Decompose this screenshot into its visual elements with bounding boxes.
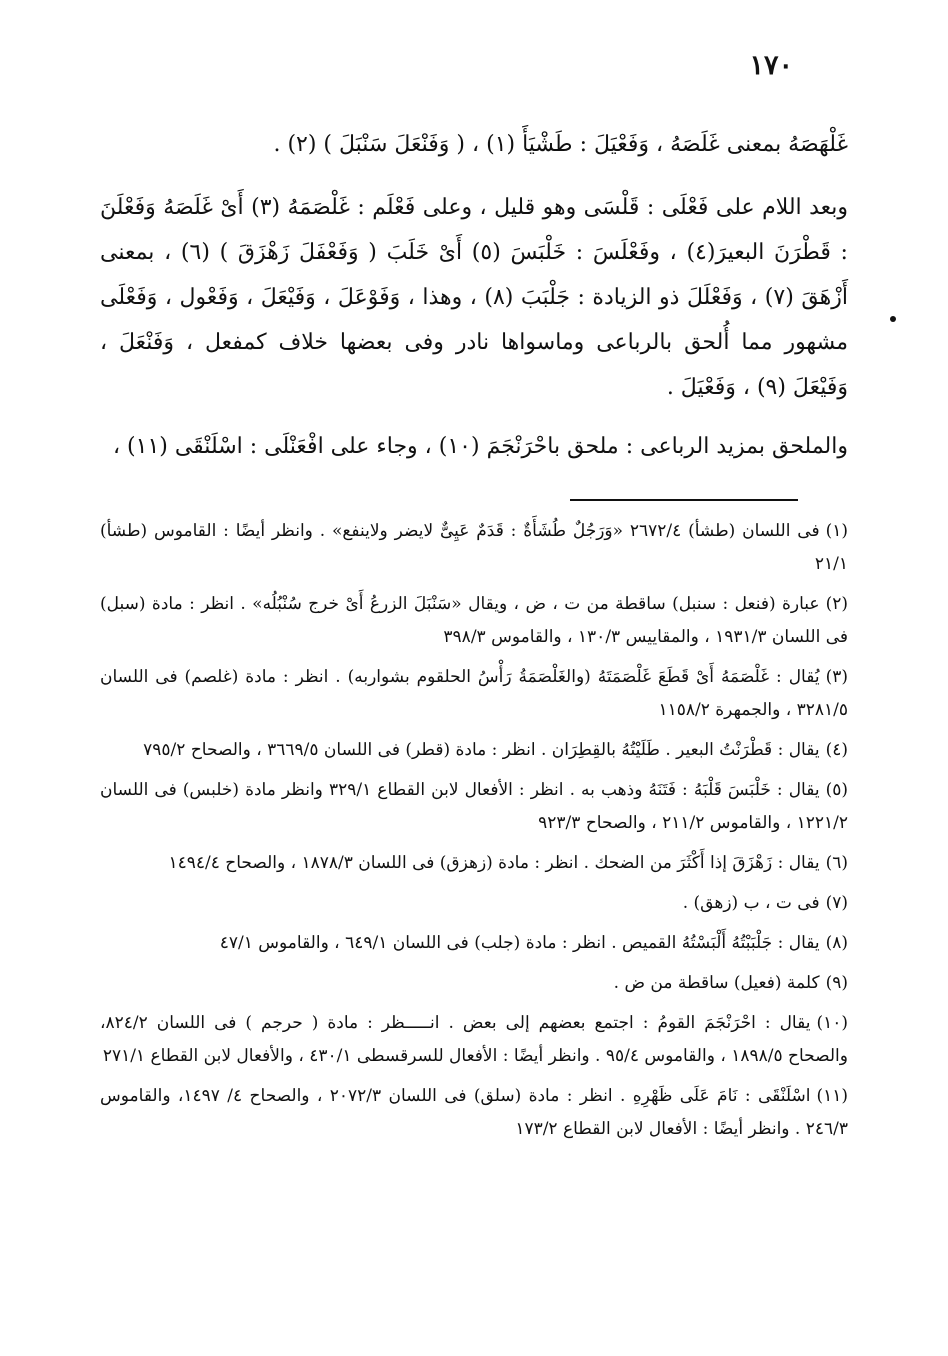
- footnote-number: (٢): [825, 594, 848, 614]
- footnote-1: [100, 515, 848, 581]
- footnote-number: (٩): [825, 973, 848, 993]
- footnote-number: (٧): [825, 893, 848, 913]
- page-number: ١٧٠: [749, 50, 793, 81]
- paragraph-1: غَلْهَصَهُ بمعنى غَلَصَهُ ، وَفَعْيَلَ : طَشْيَأَ (١) ، ( وَفَنْعَلَ سَنْبَلَ ) (٢) .: [273, 132, 848, 157]
- footnote-3: [100, 661, 848, 727]
- footnote-11: [100, 1080, 848, 1146]
- footnote-text: اسْلَنْقَى : نَامَ عَلَى ظَهْرِهِ . انظر : مادة (سلق) فى اللسان ٢٠٧٢/٣ ، والصحاح ٤/ ١٤٩٧، والقاموس ٢٤٦/٣ . وانظر أيضًا : الأفعال لابن القطاع ١٧٣/٢: [100, 1086, 848, 1139]
- footnote-number: (١١): [816, 1086, 848, 1106]
- footnote-text: عبارة (فنعل : سنبل) ساقطة من ت ، ض ، ويقال «سَنْبَلَ الزرعُ أَىْ خرج سُنْبُلُه» . انظر : مادة (سبل) فى اللسان ١٩٣١/٣ ، والمقاييس ١٣٠/٣ ، والقاموس ٣٩٨/٣: [100, 594, 848, 647]
- footnotes: [100, 515, 848, 1153]
- margin-dot: [890, 316, 896, 322]
- footnote-text: فى اللسان (طشأ) ٢٦٧٢/٤ «وَرَجُلٌ طُشَأَةٌ : قَدَمٌ عَيِىٌّ لايضر ولاينفع» . وانظر أيضًا : القاموس (طشأ) ٢١/١: [100, 521, 848, 574]
- footnote-text: يقال : خَلْبَسَ قَلْبَهُ : فَتَنَهُ وذهب به . انظر : الأفعال لابن القطاع ٣٢٩/١ وانظر مادة (خلبس) فى اللسان ١٢٢١/٢ ، والقاموس ٢١١/٢ ، والصحاح ٩٢٣/٣: [100, 780, 848, 833]
- footnote-7: [100, 887, 848, 920]
- footnote-number: (٨): [825, 933, 848, 953]
- paragraph-2: وبعد اللام على فَعْلَى : قَلْسَى وهو قليل ، وعلى فَعْلَم : غَلْصَمَهُ (٣) أَىْ غَلَصَهُ وَفَعْلَنَ : قَطْرَنَ البعيرَ(٤) ، وفَعْلَسَ : خَلْبَسَ (٥) أَىْ خَلَبَ ( وَفَعْفَلَ زَهْزَقَ ) (٦) ، بمعنى أَزْهَقَ (٧) ، وَفَعْلَلَ ذو الزيادة : جَلْبَبَ (٨) ، وهذا ، وَفَوْعَلَ ، وَفَيْعَلَ ، وَفَعْول ، وَفَعْلَى مشهور مما أُلحق بالرباعى وماسواها نادر وفى بعضها خلاف كمفعل ، وَفَنْعَلَ ، وَفَيْعَلَ (٩) ، وَفَعْيَلَ .: [100, 195, 849, 400]
- footnote-number: (٣): [825, 667, 848, 687]
- footnote-text: يقال : احْرَنْجَمَ القومُ : اجتمع بعضهم إلى بعض . انـــــظر : مادة ( حرجم ) فى اللسان ٨٢٤/٢، والصحاح ١٨٩٨/٥ ، والقاموس ٩٥/٤ . وانظر أيضًا : الأفعال للسرقسطى ٤٣٠/١ ، والأفعال لابن القطاع ٢٧١/١: [100, 1013, 848, 1066]
- footnote-5: [100, 774, 848, 840]
- footnote-text: يقال : زَهْزَقَ إذا أَكْثَرَ من الضحك . انظر : مادة (زهزق) فى اللسان ١٨٧٨/٣ ، والصحاح ١٤٩٤/٤: [168, 853, 820, 873]
- footnote-number: (٤): [825, 740, 848, 760]
- footnote-text: فى ت ، ب (زهق) .: [682, 893, 820, 913]
- footnote-6: [100, 847, 848, 880]
- footnote-number: (١٠): [816, 1013, 848, 1033]
- footnote-2: [100, 588, 848, 654]
- footnote-text: يقال : جَلْبَبْتُهُ أَلْبَسْتُهُ القميص . انظر : مادة (جلب) فى اللسان ٦٤٩/١ ، والقاموس ٤٧/١: [219, 933, 820, 953]
- footnote-number: (٥): [825, 780, 848, 800]
- footnote-text: يقال : قَطْرَنْتُ البعير . طَلَيْتُهُ بالقِطِرَان . انظر : مادة (قطر) فى اللسان ٣٦٦٩/٥ ، والصحاح ٧٩٥/٢: [143, 740, 820, 760]
- footnote-text: يُقال : غَلْصَمَهُ أَىْ قَطَعَ غَلْصَمَتَهُ (والغَلْصَمَةُ رَأْسُ الحلقوم بشواربه) . انظر : مادة (غلصم) فى اللسان ٣٢٨١/٥ ، والجمهرة ١١٥٨/٢: [100, 667, 848, 720]
- paragraph-3: والملحق بمزيد الرباعى : ملحق باحْرَنْجَمَ (١٠) ، وجاء على افْعَنْلَى : اسْلَنْقَى (١١) ،: [112, 434, 848, 459]
- footnote-8: [100, 927, 848, 960]
- footnote-text: كلمة (فعيل) ساقطة من ض .: [613, 973, 820, 993]
- footnote-number: (٦): [825, 853, 848, 873]
- footnote-number: (١): [825, 521, 848, 541]
- footnote-divider: [570, 499, 798, 501]
- footnote-4: [100, 734, 848, 767]
- footnote-9: [100, 967, 848, 1000]
- main-text: [100, 122, 848, 483]
- footnote-10: [100, 1007, 848, 1073]
